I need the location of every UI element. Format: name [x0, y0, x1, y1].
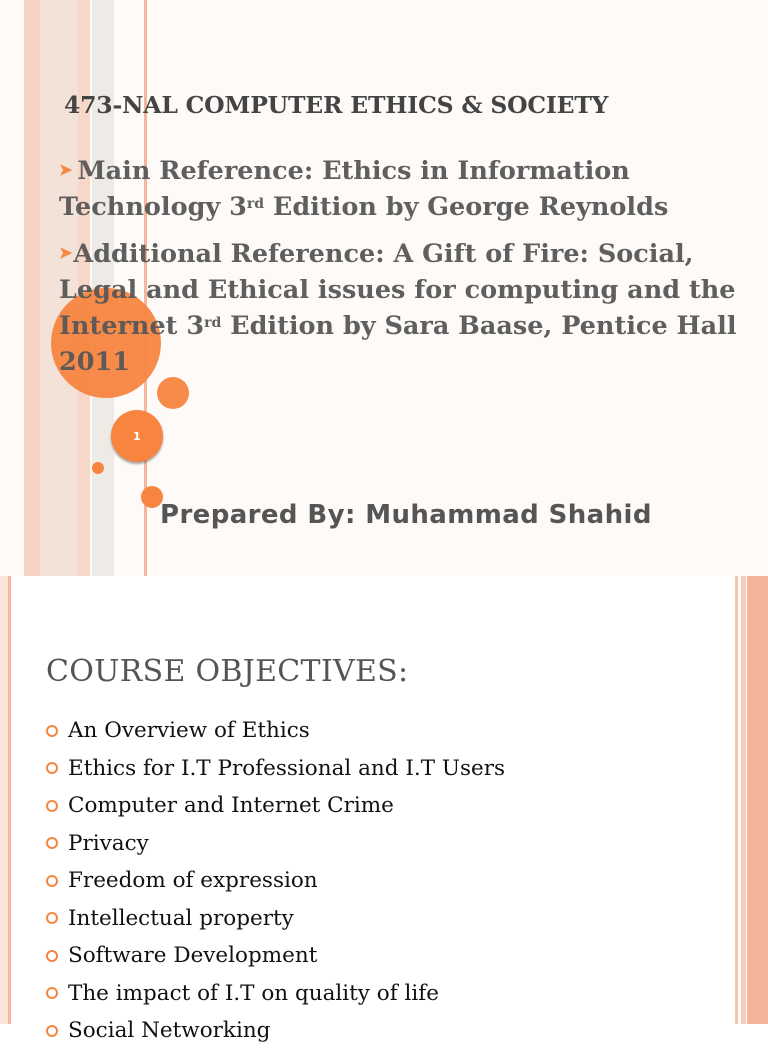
decorative-stripe: [8, 576, 11, 1024]
list-item: [46, 712, 505, 750]
additional-reference-text-end: Edition by Sara Baase, Pentice Hall 2011: [59, 311, 737, 377]
ordinal-suffix: rd: [246, 196, 265, 212]
ring-bullet-icon: [46, 1025, 58, 1037]
ring-bullet-icon: [46, 837, 58, 849]
list-item: [46, 1012, 505, 1050]
objective-text: Social Networking: [68, 1018, 271, 1044]
slide-number: 1: [133, 429, 141, 443]
ring-bullet-icon: [46, 987, 58, 999]
ring-bullet-icon: [46, 762, 58, 774]
objective-text: Privacy: [68, 830, 149, 856]
list-item: [46, 787, 505, 825]
decorative-stripe: [0, 576, 8, 1024]
list-item: [46, 750, 505, 788]
decorative-stripe: [735, 576, 738, 1024]
slide-course-objectives: [0, 576, 768, 1044]
decorative-stripe: [741, 576, 746, 1024]
decorative-circle-small: [92, 462, 104, 474]
objective-text: The impact of I.T on quality of life: [68, 980, 439, 1006]
arrow-bullet-icon: ➤: [59, 160, 73, 179]
objective-text: Computer and Internet Crime: [68, 793, 394, 819]
list-item: [46, 937, 505, 975]
objective-text: Software Development: [68, 943, 318, 969]
objective-text: Freedom of expression: [68, 868, 318, 894]
ordinal-suffix: rd: [204, 315, 222, 331]
slide-number-badge: [111, 410, 163, 462]
ring-bullet-icon: [46, 950, 58, 962]
ring-bullet-icon: [46, 912, 58, 924]
ring-bullet-icon: [46, 800, 58, 812]
ring-bullet-icon: [46, 725, 58, 737]
main-reference-text-end: Edition by George Reynolds: [264, 192, 669, 222]
list-item: [46, 975, 505, 1013]
course-objectives-heading: COURSE OBJECTIVES:: [46, 654, 409, 689]
decorative-stripe: [747, 576, 768, 1024]
prepared-by: Prepared By: Muhammad Shahid: [160, 500, 652, 530]
list-item: [46, 900, 505, 938]
objectives-list: [46, 712, 505, 1050]
list-item: [46, 862, 505, 900]
objective-text: Intellectual property: [68, 905, 294, 931]
objective-text: An Overview of Ethics: [68, 718, 310, 744]
decorative-stripe: [24, 0, 40, 576]
objective-text: Ethics for I.T Professional and I.T Users: [68, 755, 506, 781]
slide-title-heading: 473-NAL COMPUTER ETHICS & SOCIETY: [64, 91, 609, 119]
arrow-bullet-icon: ➤: [59, 243, 73, 262]
additional-reference: [59, 235, 749, 380]
list-item: [46, 825, 505, 863]
main-reference: [59, 152, 749, 225]
additional-reference-text: Additional Reference: A Gift of Fire: Social, Legal and Ethical issues for computing and the Internet 3: [59, 239, 736, 341]
main-reference-text: Main Reference: Ethics in Information Technology 3: [59, 156, 630, 222]
ring-bullet-icon: [46, 875, 58, 887]
references-list: [59, 152, 749, 390]
